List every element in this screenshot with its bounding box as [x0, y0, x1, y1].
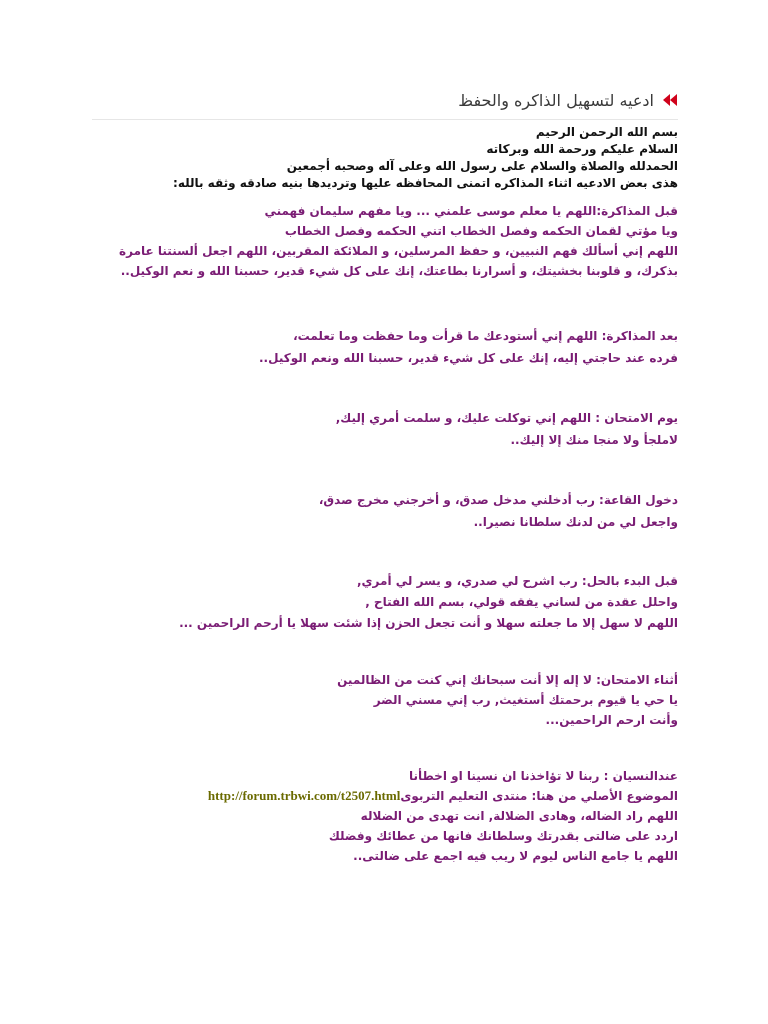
- before-solving-block: [92, 571, 678, 634]
- post-body: [92, 124, 678, 866]
- title-divider: [92, 119, 678, 120]
- dua-line: قبل المذاكرة:اللهم يا معلم موسى علمني ... ويا مفهم سليمان فهمني: [264, 204, 678, 218]
- dua-line: بذكرك، و قلوبنا بخشيتك، و أسرارنا بطاعتك، إنك على كل شيء قدير، حسبنا الله و نعم الوكيل..: [120, 264, 678, 278]
- before-study-block: [92, 201, 678, 281]
- dua-line: دخول القاعة: رب أدخلني مدخل صدق، و أخرجني مخرج صدق،: [318, 493, 678, 507]
- dua-line: عندالنسيان : ربنا لا تؤاخذنا ان نسينا او اخطأنا: [408, 769, 678, 783]
- during-exam-block: [92, 670, 678, 730]
- basmala-line: بسم الله الرحمن الرحيم: [535, 125, 678, 139]
- dua-line: اللهم راد الضاله، وهادى الضلالة, انت تهدى من الضلاله: [360, 809, 678, 823]
- dua-line: اللهم إني أسألك فهم النبيين، و حفظ المرسلين، و الملائكة المقربين، اللهم اجعل ألسنتنا عامرة: [119, 244, 678, 258]
- dua-line: لاملجأ ولا منجا منك إلا إليك..: [510, 433, 678, 447]
- dua-line: اللهم لا سهل إلا ما جعلته سهلا و أنت تجعل الحزن إذا شئت سهلا يا أرحم الراحمين ...: [179, 616, 678, 630]
- intro-description-line: هذى بعض الادعيه اثناء المذاكره اتمنى المحافظه عليها وترديدها بنيه صادقه وثقه بالله:: [173, 176, 678, 190]
- forgetting-block: [92, 766, 678, 866]
- post-header: [92, 86, 678, 114]
- praise-line: الحمدلله والصلاة والسلام على رسول الله وعلى آله وصحبه أجمعين: [286, 159, 678, 173]
- greeting-line: السلام عليكم ورحمة الله وبركاته: [486, 142, 678, 156]
- dua-line: أثناء الامتحان: لا إله إلا أنت سبحانك إني كنت من الظالمين: [337, 673, 678, 687]
- dua-line: اللهم يا جامع الناس ليوم لا ريب فيه اجمع على ضالتى..: [353, 849, 678, 863]
- dua-line: وأنت ارحم الراحمين...: [545, 713, 678, 727]
- dua-line: يا حي يا قيوم برحمتك أستغيث, رب إني مسني الضر: [373, 693, 678, 707]
- post-title: ادعيه لتسهيل الذاكره والحفظ: [458, 90, 654, 110]
- dua-line: واحلل عقدة من لساني يفقه قولي، بسم الله الفتاح ,: [365, 595, 678, 609]
- source-label: الموضوع الأصلي من هنا: منتدى التعليم التربوى: [400, 789, 678, 803]
- dua-line: فرده عند حاجتي إليه، إنك على كل شيء قدير، حسبنا الله ونعم الوكيل..: [259, 351, 678, 365]
- dua-line: يوم الامتحان : اللهم إني توكلت عليك، و سلمت أمري إليك,: [335, 411, 678, 425]
- entering-hall-block: [92, 489, 678, 533]
- dua-line: اردد على ضالتى بقدرتك وسلطانك فانها من عطائك وفضلك: [328, 829, 678, 843]
- intro-block: [92, 124, 678, 192]
- dua-line: واجعل لي من لدنك سلطانا نصيرا..: [473, 515, 678, 529]
- exam-day-block: [92, 407, 678, 451]
- after-study-block: [92, 325, 678, 369]
- dua-line: ويا مؤتي لقمان الحكمه وفصل الخطاب اتني الحكمه وفصل الخطاب: [284, 224, 678, 238]
- double-left-arrow-icon: [662, 94, 678, 106]
- dua-line: قبل البدء بالحل: رب اشرح لي صدري، و يسر لي أمري,: [357, 574, 678, 588]
- dua-line: بعد المذاكرة: اللهم إني أستودعك ما قرأت وما حفظت وما تعلمت،: [293, 329, 678, 343]
- source-line: [92, 786, 678, 806]
- source-link[interactable]: http://forum.trbwi.com/t2507.html: [207, 788, 401, 803]
